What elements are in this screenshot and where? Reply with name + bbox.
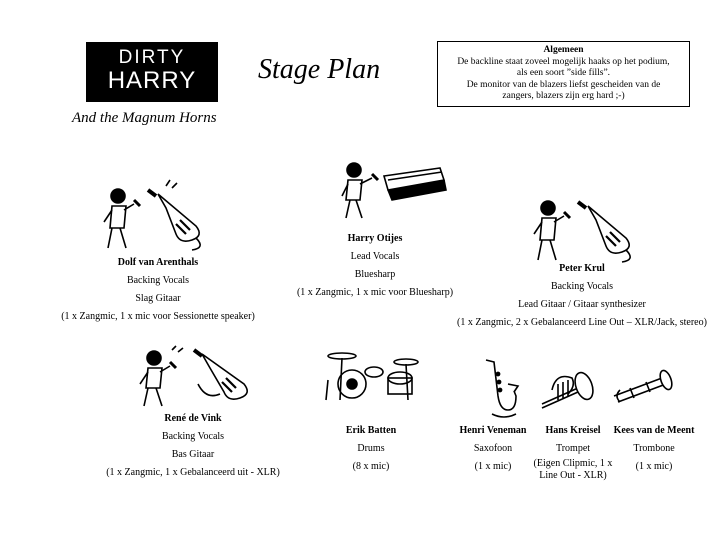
general-notes-box — [437, 41, 690, 107]
singer-guitar-icon — [96, 178, 208, 254]
member-role: Backing Vocals — [161, 431, 225, 442]
member-instrument: Trompet — [555, 443, 591, 454]
general-line: zangers, blazers zijn erg hard ;-) — [502, 91, 625, 101]
member-role: Lead Vocals — [350, 251, 400, 262]
member-instrument: Trombone — [633, 443, 675, 454]
member-instrument: Bluesharp — [354, 269, 396, 280]
singer-harmonica-icon — [340, 158, 452, 220]
member-mics: (8 x mic) — [352, 461, 390, 472]
member-name: René de Vink — [164, 413, 222, 424]
member-mics: (1 x Zangmic, 1 x Gebalanceerd uit - XLR) — [106, 467, 280, 478]
member-name: Harry Otijes — [347, 233, 403, 244]
member-mics: (1 x mic) — [474, 461, 512, 472]
member-mics: Line Out - XLR) — [539, 470, 607, 481]
member-role: Backing Vocals — [126, 275, 190, 286]
member-role: Backing Vocals — [550, 281, 614, 292]
member-mics: (1 x mic) — [635, 461, 673, 472]
member-kees — [608, 422, 700, 476]
general-line: als een soort ”side fills”. — [516, 68, 611, 78]
member-name: Kees van de Meent — [613, 425, 695, 436]
member-mics: (1 x Zangmic, 1 x mic voor Sessionette speaker) — [61, 311, 255, 322]
page-title: Stage Plan — [258, 54, 381, 85]
singer-guitar-icon — [526, 190, 638, 266]
general-line: De backline staat zoveel mogelijk haaks op het podium, — [457, 56, 670, 67]
member-mics: (1 x Zangmic, 2 x Gebalanceerd Line Out – XLR/Jack, stereo) — [457, 317, 707, 328]
member-harry — [290, 230, 460, 302]
member-instrument: Bas Gitaar — [171, 449, 215, 460]
trumpet-icon — [538, 360, 600, 414]
member-henri — [452, 422, 534, 476]
general-line: De monitor van de blazers liefst gescheiden van de — [466, 79, 661, 90]
member-name: Peter Krul — [559, 263, 605, 274]
member-dolf — [40, 254, 276, 326]
member-name: Hans Kreisel — [545, 425, 601, 436]
trombone-icon — [610, 366, 674, 408]
band-subtitle: And the Magnum Horns — [72, 110, 217, 126]
member-rene — [88, 410, 298, 482]
member-name: Henri Veneman — [459, 425, 527, 436]
member-mics: (1 x Zangmic, 1 x mic voor Bluesharp) — [296, 287, 454, 298]
logo-line-2: HARRY — [107, 67, 197, 94]
saxophone-icon — [478, 356, 522, 420]
member-peter — [452, 260, 712, 332]
drum-kit-icon — [322, 350, 424, 402]
member-hans — [532, 422, 614, 482]
member-instrument: Drums — [357, 443, 385, 454]
member-erik — [326, 422, 416, 476]
member-name: Dolf van Arenthals — [117, 257, 199, 268]
general-heading: Algemeen — [543, 45, 584, 55]
member-instrument: Slag Gitaar — [135, 293, 181, 304]
member-mics: (Eigen Clipmic, 1 x — [533, 458, 613, 469]
singer-guitar-icon — [136, 344, 256, 408]
member-instrument: Lead Gitaar / Gitaar synthesizer — [518, 299, 646, 310]
member-name: Erik Batten — [345, 425, 397, 436]
band-logo — [86, 42, 218, 102]
member-instrument: Saxofoon — [473, 443, 513, 454]
logo-line-1: DIRTY — [118, 47, 186, 68]
